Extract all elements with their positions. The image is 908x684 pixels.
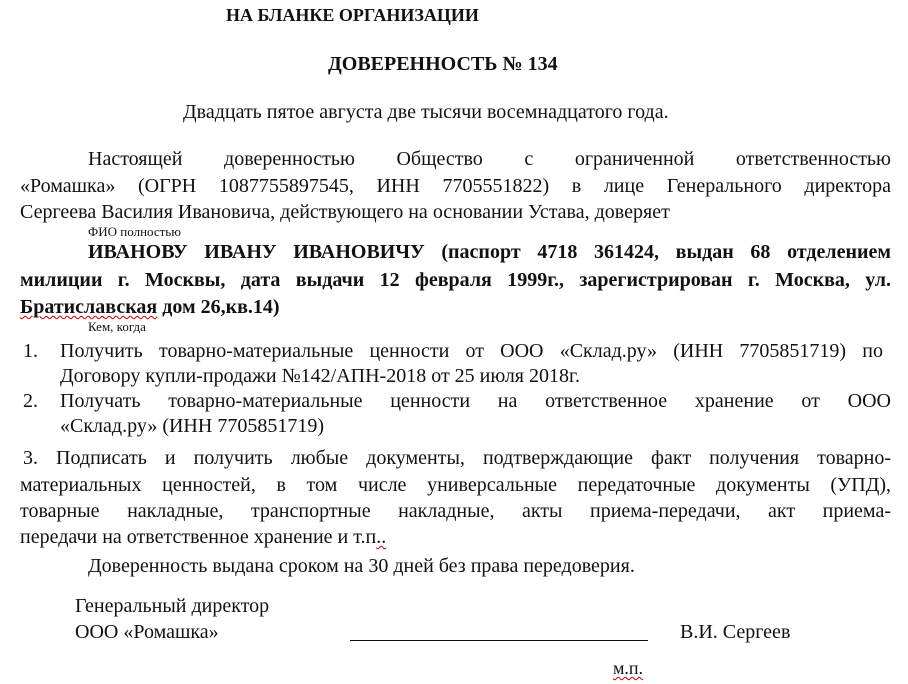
validity-statement: Доверенность выдана сроком на 30 дней без права передоверия. <box>88 555 635 577</box>
item-2-line-2: «Склад.ру» (ИНН 7705851719) <box>60 415 324 437</box>
item-3-line-1: 3. Подписать и получить любые документы, подтверждающие факт получения товарно- <box>23 447 891 469</box>
item-3-line-4-mark: .. <box>376 526 387 548</box>
item-1-line-2: Договору купли-продажи №142/АПН-2018 от 25 июля 2018г. <box>60 365 580 387</box>
signatory-company: ООО «Ромашка» <box>75 621 219 643</box>
attorney-line-1: ИВАНОВУ ИВАНУ ИВАНОВИЧУ (паспорт 4718 361424, выдан 68 отделением <box>88 241 891 263</box>
signature-line <box>350 640 648 641</box>
street-name: Братиславская <box>20 296 158 318</box>
caption-fio: ФИО полностью <box>88 224 181 239</box>
intro-line-1: Настоящей доверенностью Общество с ограниченной ответственностью <box>88 148 891 170</box>
stamp-label: м.п. <box>613 658 644 678</box>
attorney-line-3 <box>20 296 280 319</box>
caption-issued: Кем, когда <box>88 319 146 334</box>
signatory-name: В.И. Сергеев <box>680 621 791 643</box>
item-3-line-3: товарные накладные, транспортные накладные, акты приема-передачи, акт приема- <box>20 500 891 522</box>
item-3-line-4-text: передачи на ответственное хранение и т.п <box>20 526 377 548</box>
intro-line-2: «Ромашка» (ОГРН 1087755897545, ИНН 7705551822) в лице Генерального директора <box>20 175 891 197</box>
item-2-number: 2. <box>23 390 38 412</box>
item-2-line-1: Получать товарно-материальные ценности на ответственное хранение от ООО <box>60 390 891 412</box>
item-3-line-4 <box>20 526 386 549</box>
address-rest: дом 26,кв.14) <box>157 296 280 318</box>
item-1-number: 1. <box>23 340 38 362</box>
signatory-position: Генеральный директор <box>75 595 270 617</box>
item-3-line-2: материальных ценностей, в том числе универсальные передаточные документы (УПД), <box>20 474 891 496</box>
document-title: ДОВЕРЕННОСТЬ № 134 <box>328 53 558 75</box>
attorney-line-2: милиции г. Москвы, дата выдачи 12 февраля 1999г., зарегистрирован г. Москва, ул. <box>20 269 891 291</box>
date-line: Двадцать пятое августа две тысячи восемнадцатого года. <box>183 101 669 123</box>
letterhead-label: НА БЛАНКЕ ОРГАНИЗАЦИИ <box>226 5 479 25</box>
item-1-line-1: Получить товарно-материальные ценности от ООО «Склад.ру» (ИНН 7705851719) по <box>60 340 883 362</box>
intro-line-3: Сергеева Василия Ивановича, действующего на основании Устава, доверяет <box>20 201 670 223</box>
stamp-mark <box>613 658 643 679</box>
